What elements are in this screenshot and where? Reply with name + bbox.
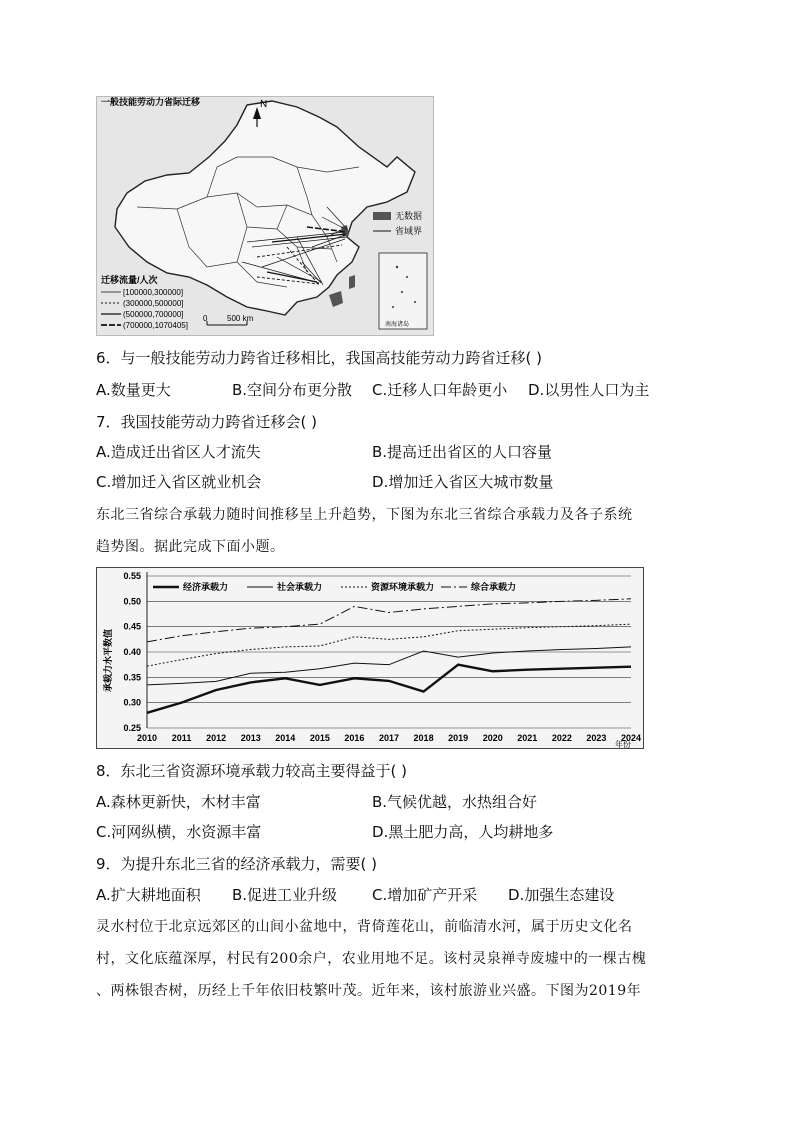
legend-nodata-label: 无数据 [395, 211, 423, 221]
y-tick-label: 0.30 [123, 697, 141, 708]
y-axis-label: 承载力水平数值 [103, 628, 113, 692]
legend-label-4: 综合承载力 [471, 582, 517, 592]
question-9-stem: 9．为提升东北三省的经济承载力，需要( ) [96, 855, 378, 873]
question-8-option-b: B.气候优越，水热组合好 [372, 793, 538, 811]
south-sea-inset [379, 253, 427, 329]
question-8-stem: 8．东北三省资源环境承载力较高主要得益于( ) [96, 762, 408, 780]
y-tick-label: 0.50 [123, 596, 141, 607]
map-title: 一般技能劳动力省际迁移 [101, 97, 201, 107]
legend-label-2: 社会承载力 [277, 582, 323, 592]
legend-nodata-swatch [373, 212, 391, 220]
series-line-1 [147, 665, 631, 713]
question-7-option-c: C.增加迁入省区就业机会 [96, 473, 262, 491]
question-6-stem: 6．与一般技能劳动力跨省迁移相比，我国高技能劳动力跨省迁移( ) [96, 349, 543, 367]
y-tick-label: 0.25 [123, 723, 141, 733]
y-tick-label: 0.40 [123, 647, 141, 657]
scale-label: 500 km [227, 314, 254, 323]
question-9-option-b: B.促进工业升级 [232, 886, 338, 904]
x-tick-label: 2022 [551, 733, 572, 743]
x-tick-label: 2014 [275, 733, 296, 743]
y-tick-label: 0.45 [123, 621, 141, 632]
migration-map-figure [96, 96, 434, 336]
x-tick-label: 2024 [620, 733, 642, 743]
intro-3-line-2: 村，文化底蕴深厚，村民有200余户，农业用地不足。该村灵泉禅寺废墟中的一棵古槐 [96, 951, 647, 967]
x-tick-label: 2010 [136, 733, 158, 743]
legend-label-1: 经济承载力 [183, 582, 229, 592]
chart-svg [97, 568, 643, 748]
series-line-4 [147, 599, 631, 642]
x-tick-label: 2017 [378, 733, 400, 743]
legend-border-label: 省域界 [395, 226, 423, 236]
series-line-3 [147, 624, 631, 666]
intro-3-line-1: 灵水村位于北京远郊区的山间小盆地中，背倚莲花山，前临清水河，属于历史文化名 [96, 919, 633, 935]
flow-legend-title: 迁移流量/人次 [101, 275, 158, 285]
question-8-option-a: A.森林更新快，木材丰富 [96, 793, 261, 811]
flow-legend-range-3: (500000,700000] [123, 310, 184, 319]
y-tick-label: 0.35 [123, 672, 141, 683]
x-tick-label: 2020 [482, 733, 503, 743]
question-6-option-d: D.以男性人口为主 [528, 381, 650, 399]
x-tick-label: 2012 [206, 733, 227, 743]
x-tick-label: 2016 [344, 733, 365, 743]
question-9-option-d: D.加强生态建设 [508, 886, 615, 904]
x-tick-label: 2013 [240, 733, 261, 743]
x-tick-label: 2015 [309, 733, 330, 743]
north-label: N [260, 99, 268, 110]
x-tick-label: 2018 [413, 733, 434, 743]
scale-zero: 0 [203, 314, 208, 323]
question-9-option-a: A.扩大耕地面积 [96, 886, 201, 904]
x-tick-label: 2021 [517, 733, 538, 743]
question-6-option-a: A.数量更大 [96, 381, 171, 399]
intro-2-line-2: 趋势图。据此完成下面小题。 [96, 539, 285, 555]
question-7-option-d: D.增加迁入省区大城市数量 [372, 473, 554, 491]
flow-legend-range-1: [100000,300000] [123, 288, 184, 297]
question-7-stem: 7．我国技能劳动力跨省迁移会( ) [96, 413, 318, 431]
carrying-capacity-chart [96, 567, 644, 749]
x-tick-label: 2011 [171, 733, 192, 743]
x-tick-label: 2023 [586, 733, 607, 743]
intro-2-line-1: 东北三省综合承载力随时间推移呈上升趋势，下图为东北三省综合承载力及各子系统 [96, 507, 633, 523]
question-7-option-a: A.造成迁出省区人才流失 [96, 443, 261, 461]
question-8-option-c: C.河网纵横，水资源丰富 [96, 823, 262, 841]
flow-legend-range-2: (300000,500000] [123, 299, 184, 308]
question-8-option-d: D.黑土肥力高，人均耕地多 [372, 823, 554, 841]
x-tick-label: 2019 [448, 733, 469, 743]
inset-label: 南海诸岛 [385, 322, 410, 328]
y-tick-label: 0.55 [123, 571, 141, 581]
intro-3-line-3: 、两株银杏树，历经上千年依旧枝繁叶茂。近年来，该村旅游业兴盛。下图为2019年 [96, 983, 642, 999]
question-6-option-b: B.空间分布更分散 [232, 381, 353, 399]
question-9-option-c: C.增加矿产开采 [372, 886, 478, 904]
question-6-option-c: C.迁移人口年龄更小 [372, 381, 508, 399]
migration-map [97, 97, 433, 335]
flow-legend-range-4: (700000,1070405] [123, 321, 188, 330]
x-axis-label: 年份 [615, 740, 631, 748]
legend-label-3: 资源环境承载力 [371, 582, 435, 592]
question-7-option-b: B.提高迁出省区的人口容量 [372, 443, 553, 461]
